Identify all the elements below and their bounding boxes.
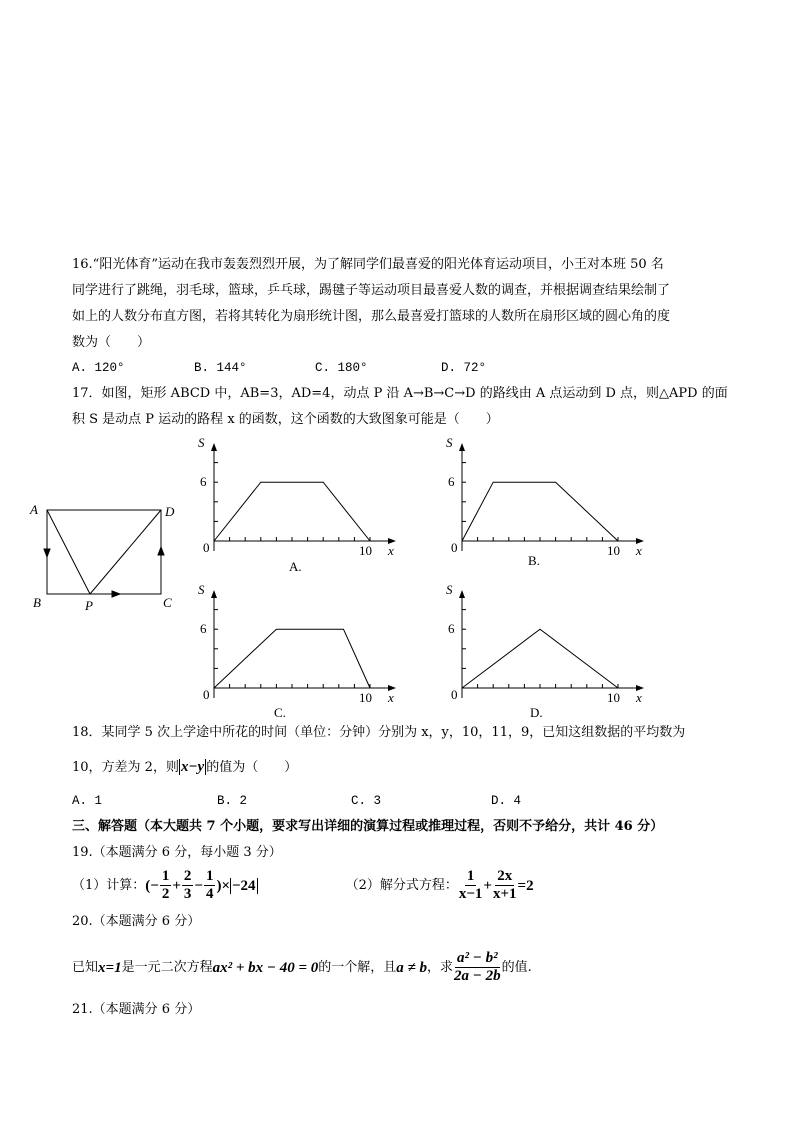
y-tick-label-6: 6 xyxy=(448,621,455,636)
label-c: C xyxy=(163,595,172,610)
q19-part1-label: （1）计算： xyxy=(72,877,146,893)
segment-ap xyxy=(47,510,90,594)
q16-line-1: 16.“阳光体育”运动在我市轰轰烈烈开展，为了解同学们最喜爱的阳光体育运动项目，小王对本班 50 名 xyxy=(72,257,664,272)
plus-sign: + xyxy=(172,877,181,894)
arrow-down-icon xyxy=(44,549,50,557)
q16-line-2: 同学进行了跳绳，羽毛球，篮球，乒乓球，踢毽子等运动项目最喜爱人数的调查，并根据调查结果绘制了 xyxy=(72,283,671,298)
fraction-1-over-x-minus-1: $\frac{1}{x-1}$ xyxy=(458,868,483,902)
y-tick-label-6: 6 xyxy=(200,474,207,489)
q20-text-1: 已知 xyxy=(72,959,99,975)
x-axis-label: x xyxy=(636,543,642,558)
q16-option-c: C. 180° xyxy=(315,361,368,375)
graph-c xyxy=(198,582,396,720)
origin-label: 0 xyxy=(451,540,458,555)
y-axis-label: S xyxy=(446,582,453,597)
q18-text-a: 10，方差为 2，则 xyxy=(72,760,179,775)
paren-left: (− xyxy=(145,877,159,894)
plus-sign-2: + xyxy=(483,877,492,894)
arrow-right-icon xyxy=(112,591,120,597)
q16-option-d: D. 72° xyxy=(441,361,487,375)
q20-expr-2: ax² + bx − 40 = 0 xyxy=(212,959,319,976)
x-tick-label-10: 10 xyxy=(359,690,372,705)
equals-2: =2 xyxy=(517,877,534,894)
q20-expr-3: a ≠ b xyxy=(396,959,428,976)
graph-a xyxy=(198,435,396,574)
label-b: B xyxy=(33,595,41,610)
q20-text-4: ，求 xyxy=(427,959,454,975)
label-d: D xyxy=(165,504,175,519)
minus-sign: − xyxy=(194,877,203,894)
q18-abs-expression: x−y xyxy=(180,759,205,775)
x-axis-label: x xyxy=(636,690,642,705)
y-tick-label-6: 6 xyxy=(200,621,207,636)
q20-fraction: $\frac{\text{a² − b²}}{2a - 2b}$ xyxy=(454,950,501,984)
q19-part2-label: （2）解分式方程： xyxy=(345,877,458,893)
label-p: P xyxy=(85,598,93,613)
graph-b xyxy=(446,435,644,568)
q17-figure xyxy=(0,430,794,730)
rectangle-abcd xyxy=(47,510,161,594)
y-arrow-icon xyxy=(459,443,465,451)
paren-right-times: )× xyxy=(216,877,230,894)
segment-pd xyxy=(90,510,161,594)
abs-value: −24 xyxy=(232,877,256,894)
q20-expr-1: x=1 xyxy=(98,959,122,976)
x-tick-label-10: 10 xyxy=(607,690,620,705)
x-tick-label-10: 10 xyxy=(607,543,620,558)
origin-label: 0 xyxy=(451,687,458,702)
function-line xyxy=(214,629,370,688)
graph-d xyxy=(446,582,644,720)
q18-option-c: C. 3 xyxy=(351,794,382,808)
graph-option-label: B. xyxy=(528,553,540,568)
rectangle-abcd-figure xyxy=(44,510,164,597)
q18-text-b: 的值为（ ） xyxy=(206,760,298,775)
q17-line-1: 17．如图，矩形 ABCD 中，AB=3，AD=4，动点 P 沿 A→B→C→D 的路线由 A 点运动到 D 点，则△APD 的面 xyxy=(72,386,728,401)
x-axis-label: x xyxy=(388,690,394,705)
origin-label: 0 xyxy=(203,687,210,702)
q18-line-2 xyxy=(72,759,297,776)
q16-line-4: 数为（ ） xyxy=(72,335,151,350)
y-axis-label: S xyxy=(446,435,453,450)
q18-option-b: B. 2 xyxy=(217,794,248,808)
fraction-1-4: $\frac{1}{4}$ xyxy=(205,868,214,902)
label-a: A xyxy=(30,502,38,517)
y-axis-label: S xyxy=(198,435,205,450)
fraction-2-3: $\frac{2}{3}$ xyxy=(183,868,192,902)
y-arrow-icon xyxy=(211,590,217,598)
q20-text-3: 的一个解，且 xyxy=(318,959,397,975)
origin-label: 0 xyxy=(203,540,210,555)
graph-option-label: D. xyxy=(530,705,543,720)
q20-body xyxy=(72,950,532,985)
section-3-heading: 三、解答题（本大题共 7 个小题，要求写出详细的演算过程或推理过程，否则不予给分，共计 46 分） xyxy=(72,819,664,834)
function-line xyxy=(462,629,618,688)
x-tick-label-10: 10 xyxy=(359,543,372,558)
q17-line-2: 积 S 是动点 P 运动的路程 x 的函数，这个函数的大致图象可能是（ ） xyxy=(72,412,499,427)
q18-option-a: A. 1 xyxy=(72,794,103,808)
y-arrow-icon xyxy=(211,443,217,451)
q19-heading: 19.（本题满分 6 分，每小题 3 分） xyxy=(72,845,282,860)
q18-line-1: 18．某同学 5 次上学途中所花的时间（单位：分钟）分别为 x，y，10，11，9，已知这组数据的平均数为 xyxy=(72,725,686,740)
q20-text-5: 的值. xyxy=(501,959,532,975)
y-tick-label-6: 6 xyxy=(448,474,455,489)
function-line xyxy=(214,482,370,541)
x-axis-label: x xyxy=(388,543,394,558)
graph-option-label: A. xyxy=(289,559,302,574)
arrow-up-icon xyxy=(158,547,164,555)
function-line xyxy=(462,482,618,541)
fraction-2x-over-x-plus-1: $\frac{2x}{x+1}$ xyxy=(492,868,517,902)
q18-option-d: D. 4 xyxy=(491,794,522,808)
q21-heading: 21.（本题满分 6 分） xyxy=(72,1002,201,1017)
graph-option-label: C. xyxy=(274,705,286,720)
q20-text-2: 是一元二次方程 xyxy=(121,959,213,975)
q19-parts xyxy=(72,868,534,903)
q16-line-3: 如上的人数分布直方图，若将其转化为扇形统计图，那么最喜爱打篮球的人数所在扇形区域的圆心角的度 xyxy=(72,309,671,324)
fraction-1-2: $\frac{1}{2}$ xyxy=(161,868,170,902)
q20-heading: 20.（本题满分 6 分） xyxy=(72,914,201,929)
y-arrow-icon xyxy=(459,590,465,598)
y-axis-label: S xyxy=(198,582,205,597)
q16-option-a: A. 120° xyxy=(72,361,125,375)
q16-option-b: B. 144° xyxy=(194,361,247,375)
